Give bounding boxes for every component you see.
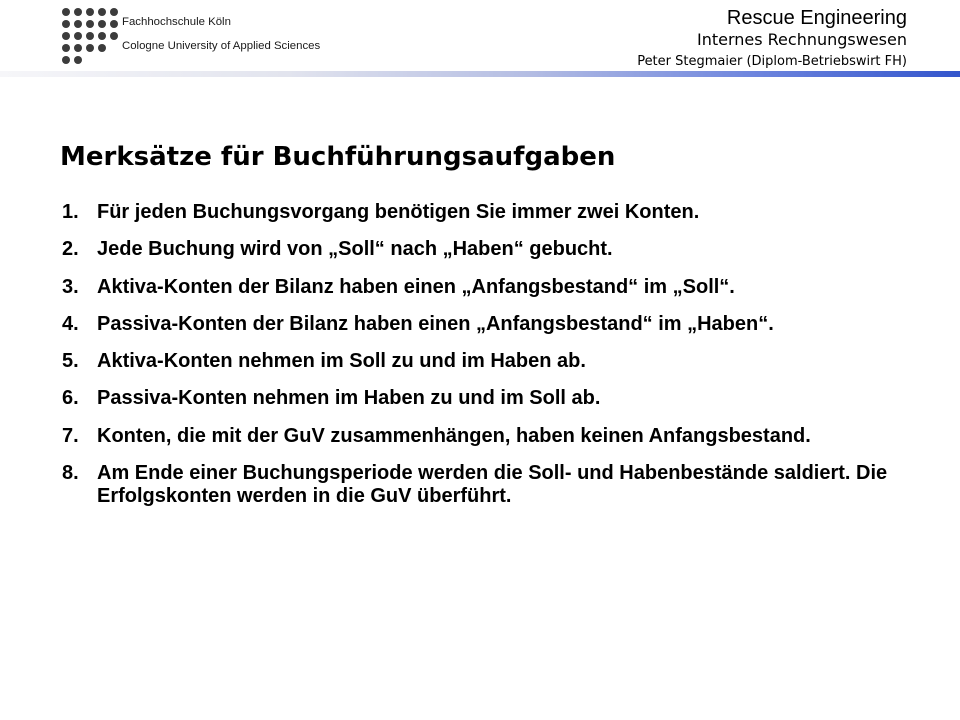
logo-dot [110,8,118,16]
list-item [62,276,900,299]
item-text: Aktiva-Konten der Bilanz haben einen „Anfangsbestand“ im „Soll“. [97,275,735,298]
logo-dot [86,44,94,52]
logo-dot [86,32,94,40]
logo-dot [110,32,118,40]
university-logo [0,0,340,70]
author-name: Peter Stegmaier (Diplom-Betriebswirt FH) [637,54,907,69]
item-text: Jede Buchung wird von „Soll“ nach „Haben“ gebucht. [97,238,613,261]
rules-list [62,201,900,522]
item-text: Passiva-Konten der Bilanz haben einen „Anfangsbestand“ im „Haben“. [97,312,774,335]
item-number: 6. [62,387,79,410]
item-number: 3. [62,275,79,298]
item-number: 4. [62,312,79,335]
list-item [62,313,900,336]
item-text: Für jeden Buchungsvorgang benötigen Sie immer zwei Konten. [97,201,700,223]
course-title: Rescue Engineering [726,7,907,29]
logo-dot [62,32,70,40]
logo-dot [74,8,82,16]
logo-dot [74,44,82,52]
logo-name-german: Fachhochschule Köln [122,16,231,28]
logo-dot [74,32,82,40]
list-item [62,238,900,261]
list-item [62,387,900,410]
logo-dot [74,56,82,64]
item-text: Konten, die mit der GuV zusammenhängen, haben keinen Anfangsbestand. [97,424,811,447]
logo-dot [98,8,106,16]
item-number: 7. [62,424,79,447]
item-text: Aktiva-Konten nehmen im Soll zu und im Haben ab. [97,350,586,373]
logo-dot [74,20,82,28]
list-item [62,201,900,224]
item-number: 1. [62,201,79,223]
item-text: Am Ende einer Buchungsperiode werden die Soll- und Habenbestände saldiert. Die Erfolgskonten werden in die GuV überführt. [97,462,888,508]
list-item [62,350,900,373]
list-item [62,425,900,448]
item-number: 8. [62,462,79,485]
logo-dot [86,20,94,28]
logo-dot [62,56,70,64]
logo-dot [98,20,106,28]
subject-title: Internes Rechnungswesen [696,30,907,49]
item-text: Passiva-Konten nehmen im Haben zu und im Soll ab. [97,387,601,410]
logo-dot [62,8,70,16]
logo-dot [62,44,70,52]
logo-dot [110,20,118,28]
logo-dot [98,44,106,52]
list-item [62,462,900,508]
logo-dot [62,20,70,28]
header-accent-bar [0,71,960,77]
item-number: 2. [62,238,79,261]
item-number: 5. [62,350,79,373]
logo-name-english: Cologne University of Applied Sciences [122,40,321,52]
logo-dot [86,8,94,16]
slide-title: Merksätze für Buchführungsaufgaben [60,142,616,172]
logo-dot [98,32,106,40]
